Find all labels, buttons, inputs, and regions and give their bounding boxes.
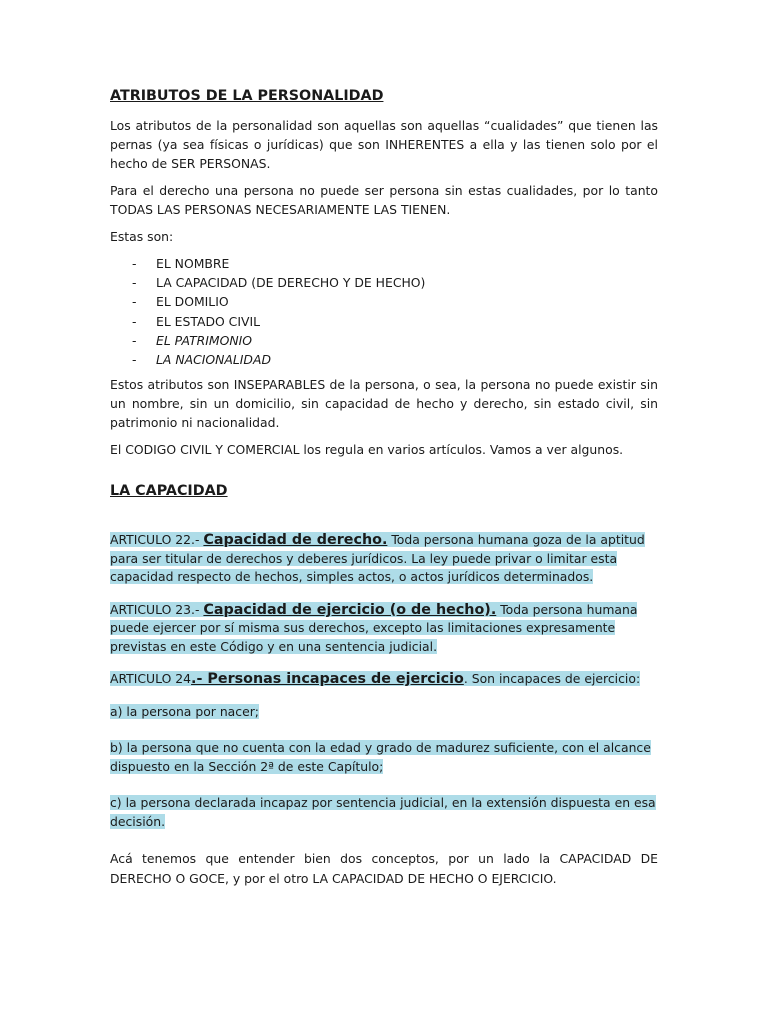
list-item [110,703,658,722]
list-item: - EL NOMBRE [110,254,658,273]
bullet-dash: - [132,351,137,367]
article-22-title: Capacidad de derecho. [203,532,388,549]
attributes-list [110,254,658,369]
article-24-items [110,703,658,832]
paragraph-inseparables: Estos atributos son INSEPARABLES de la persona, o sea, la persona no puede existir sin un nombre, sin un domicilio, sin capacidad de hecho y derecho, sin estado civil, sin patrimonio ni nacionalidad. [110,377,658,431]
article-23 [110,601,658,657]
article-24-title: .- Personas incapaces de ejercicio [191,671,464,688]
bullet-dash: - [132,275,137,291]
paragraph-derecho: Para el derecho una persona no puede ser persona sin estas cualidades, por lo tanto TODAS LAS PERSONAS NECESARIAMENTE LAS TIENEN. [110,183,658,217]
article-23-title: Capacidad de ejercicio (o de hecho). [203,601,497,618]
item-c: c) la persona declarada incapaz por sentencia judicial, en la extensión dispuesta en esa decisión. [110,795,656,829]
list-item: - LA CAPACIDAD (DE DERECHO Y DE HECHO) [110,273,658,292]
paragraph-conceptos: Acá tenemos que entender bien dos conceptos, por un lado la CAPACIDAD DE DERECHO O GOCE, y por el otro LA CAPACIDAD DE HECHO O EJERCICIO. [110,851,658,886]
list-item: - EL ESTADO CIVIL [110,312,658,331]
item-a: a) la persona por nacer; [110,703,259,719]
paragraph-estas-son: Estas son: [110,229,174,244]
section-title-capacidad: LA CAPACIDAD [110,483,228,500]
article-22 [110,531,658,587]
bullet-dash: - [132,332,137,348]
bullet-dash: - [132,294,137,310]
article-24 [110,670,658,689]
article-23-text: ARTICULO 23.- Capacidad de ejercicio (o de hecho). Toda persona humana puede ejercer por sí misma sus derechos, excepto las limitaciones expresamente previstas en este Código y en una sentencia judicial. [110,601,638,654]
list-item [110,739,658,776]
bullet-dash: - [132,313,137,329]
list-item [110,794,658,831]
item-b: b) la persona que no cuenta con la edad y grado de madurez suficiente, con el alcance dispuesto en la Sección 2ª de este Capítulo; [110,740,651,774]
section-title-atributos: ATRIBUTOS DE LA PERSONALIDAD [110,88,384,104]
article-24-text: ARTICULO 24.- Personas incapaces de ejercicio. Son incapaces de ejercicio: [110,671,641,688]
bullet-dash: - [132,256,137,271]
document-body [110,86,658,888]
list-item: - EL DOMILIO [110,292,658,311]
list-item: - LA NACIONALIDAD [110,350,658,369]
list-item: - EL PATRIMONIO [110,331,658,350]
paragraph-intro: Los atributos de la personalidad son aquellas son aquellas “cualidades” que tienen las pernas (ya sea físicas o jurídicas) que son INHERENTES a ella y las tienen solo por el hecho de SER PERSONAS. [110,118,658,171]
paragraph-codigo-civil: El CODIGO CIVIL Y COMERCIAL los regula en varios artículos. Vamos a ver algunos. [110,442,624,458]
article-22-text: ARTICULO 22.- Capacidad de derecho. Toda persona humana goza de la aptitud para ser titular de derechos y deberes jurídicos. La ley puede privar o limitar esta capacidad respecto de hechos, simples actos, o actos jurídicos determinados. [110,532,645,585]
